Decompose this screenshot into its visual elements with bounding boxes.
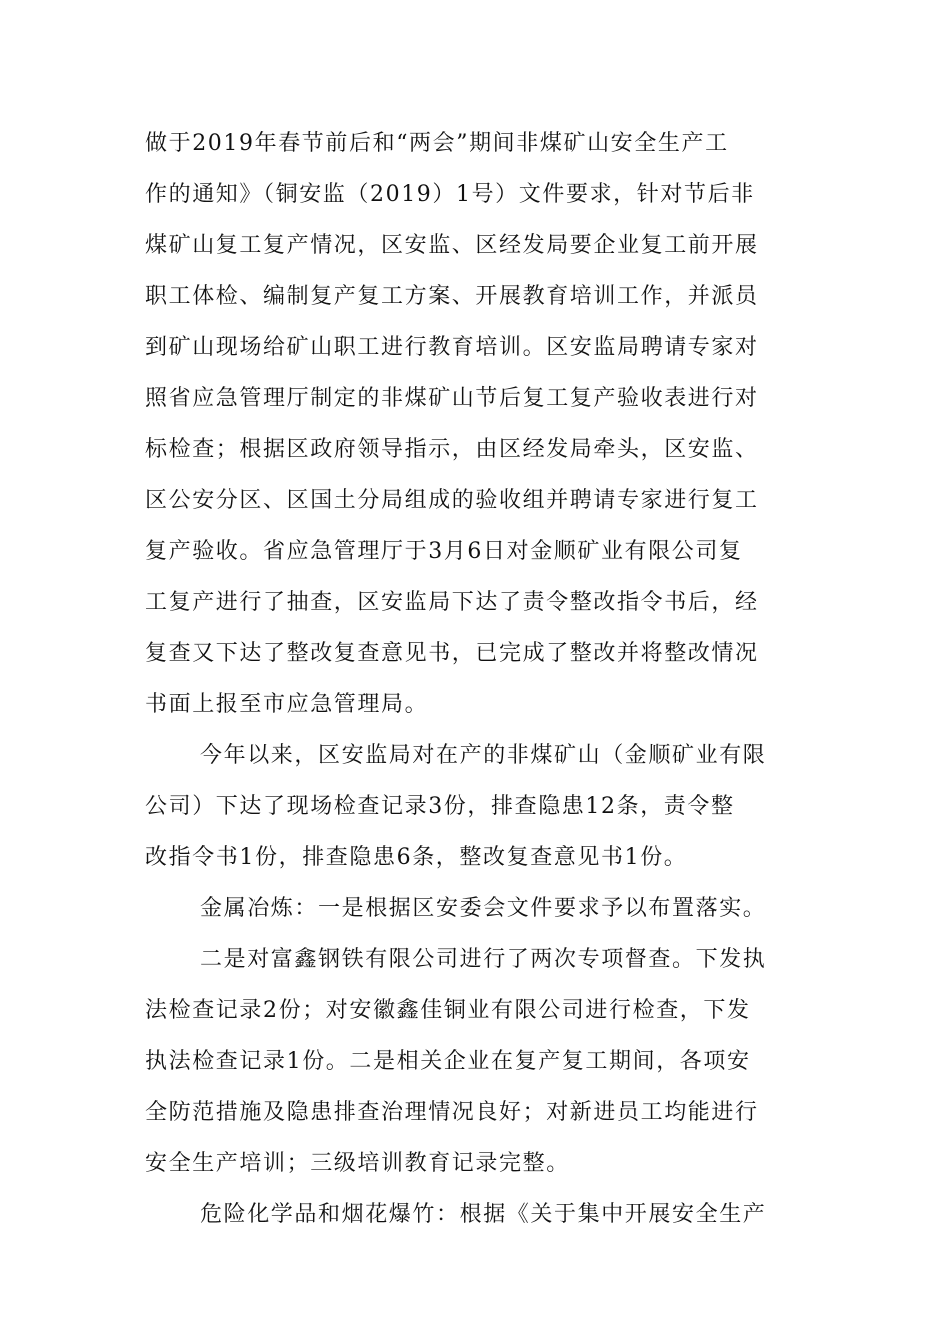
text-line: 公司）下达了现场检查记录3份，排查隐患12条，责令整	[145, 794, 735, 819]
text-line: 煤矿山复工复产情况，区安监、区经发局要企业复工前开展	[145, 233, 759, 258]
text-line: 做于2019年春节前后和“两会”期间非煤矿山安全生产工	[145, 131, 729, 156]
text-line: 复产验收。省应急管理厅于3月6日对金顺矿业有限公司复	[145, 539, 743, 564]
text-line: 全防范措施及隐患排查治理情况良好；对新进员工均能进行	[145, 1100, 759, 1125]
text-line: 照省应急管理厅制定的非煤矿山节后复工复产验收表进行对	[145, 386, 759, 411]
text-line: 书面上报至市应急管理局。	[145, 692, 429, 717]
text-line: 执法检查记录1份。二是相关企业在复产复工期间，各项安	[145, 1049, 751, 1074]
paragraph-first-line: 今年以来，区安监局对在产的非煤矿山（金顺矿业有限	[200, 743, 767, 768]
text-line: 法检查记录2份；对安徽鑫佳铜业有限公司进行检查，下发	[145, 998, 751, 1023]
paragraph-first-line: 二是对富鑫钢铁有限公司进行了两次专项督查。下发执	[200, 947, 767, 972]
text-line: 复查又下达了整改复查意见书，已完成了整改并将整改情况	[145, 641, 759, 666]
text-line: 安全生产培训；三级培训教育记录完整。	[145, 1151, 570, 1176]
text-line: 到矿山现场给矿山职工进行教育培训。区安监局聘请专家对	[145, 335, 759, 360]
text-line: 职工体检、编制复产复工方案、开展教育培训工作，并派员	[145, 284, 759, 309]
text-line: 标检查；根据区政府领导指示，由区经发局牵头，区安监、	[145, 437, 759, 462]
text-line: 改指令书1份，排查隐患6条，整改复查意见书1份。	[145, 845, 688, 870]
text-line: 区公安分区、区国土分局组成的验收组并聘请专家进行复工	[145, 488, 759, 513]
text-line: 作的通知》（铜安监（2019）1号）文件要求，针对节后非	[145, 182, 755, 207]
paragraph-first-line: 金属冶炼：一是根据区安委会文件要求予以布置落实。	[200, 896, 767, 921]
paragraph-first-line: 危险化学品和烟花爆竹：根据《关于集中开展安全生产	[200, 1202, 767, 1227]
text-line: 工复产进行了抽查，区安监局下达了责令整改指令书后，经	[145, 590, 759, 615]
